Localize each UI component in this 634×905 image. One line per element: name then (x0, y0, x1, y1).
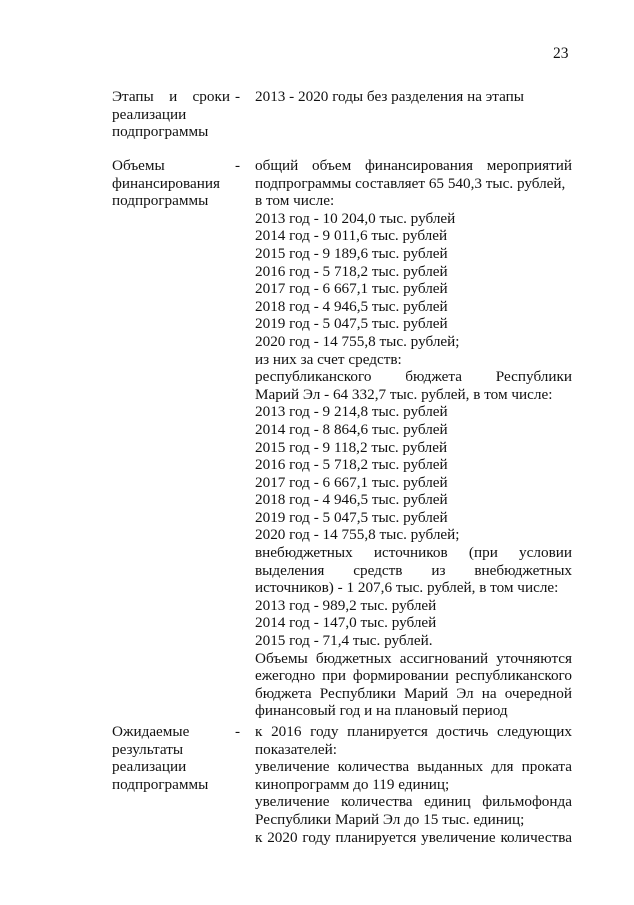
value-line: к 2020 году планируется увеличение количества (255, 828, 572, 846)
value-line: бюджета Республики Марий Эл на очередной (255, 684, 572, 702)
value-line: 2015 год - 9 118,2 тыс. рублей (255, 438, 448, 456)
label-line: подпрограммы (112, 192, 209, 210)
value-line: ежегодно при формировании республиканского (255, 667, 572, 685)
label-line: финансирования (112, 174, 220, 192)
label-line: подпрограммы (112, 775, 209, 793)
label-line: подпрограммы (112, 123, 209, 141)
value-line: 2014 год - 8 864,6 тыс. рублей (255, 420, 448, 438)
value-line: 2019 год - 5 047,5 тыс. рублей (255, 315, 448, 333)
section-dash: - (235, 88, 241, 105)
value-line: Марий Эл - 64 332,7 тыс. рублей, в том числе: (255, 385, 553, 403)
value-line: 2020 год - 14 755,8 тыс. рублей; (255, 332, 460, 350)
value-line: 2016 год - 5 718,2 тыс. рублей (255, 456, 448, 474)
section-dash: - (235, 723, 241, 740)
value-line: 2015 год - 9 189,6 тыс. рублей (255, 244, 448, 262)
value-line: источников) - 1 207,6 тыс. рублей, в том числе: (255, 579, 559, 597)
value-line: увеличение количества выданных для проката (255, 758, 572, 776)
value-line: 2019 год - 5 047,5 тыс. рублей (255, 508, 448, 526)
value-line: республиканского бюджета Республики (255, 368, 572, 386)
value-line: к 2016 году планируется достичь следующих (255, 723, 572, 740)
value-line: 2015 год - 71,4 тыс. рублей. (255, 632, 433, 650)
value-line: подпрограммы составляет 65 540,3 тыс. рублей, (255, 174, 566, 192)
section-value (255, 88, 572, 106)
page-number: 23 (553, 45, 569, 62)
label-line: реализации (112, 758, 187, 776)
section-dash: - (235, 157, 241, 174)
value-line: выделения средств из внебюджетных (255, 561, 572, 579)
value-line: из них за счет средств: (255, 350, 402, 368)
value-line: показателей: (255, 740, 338, 758)
value-line: 2014 год - 9 011,6 тыс. рублей (255, 227, 448, 245)
value-line: 2016 год - 5 718,2 тыс. рублей (255, 262, 448, 280)
value-line: 2020 год - 14 755,8 тыс. рублей; (255, 526, 460, 544)
value-line: 2017 год - 6 667,1 тыс. рублей (255, 280, 448, 298)
value-line: кинопрограмм до 119 единиц; (255, 775, 450, 793)
value-line: внебюджетных источников (при условии (255, 544, 572, 562)
value-line: 2018 год - 4 946,5 тыс. рублей (255, 297, 448, 315)
value-line: увеличение количества единиц фильмофонда (255, 793, 572, 811)
value-line: 2014 год - 147,0 тыс. рублей (255, 614, 437, 632)
section-label (112, 157, 230, 210)
value-line: 2017 год - 6 667,1 тыс. рублей (255, 473, 448, 491)
section-value (255, 157, 572, 720)
value-line: 2013 год - 10 204,0 тыс. рублей (255, 209, 456, 227)
value-line: общий объем финансирования мероприятий (255, 157, 572, 174)
label-line: Ожидаемые (112, 723, 190, 740)
value-line: 2013 - 2020 годы без разделения на этапы (255, 88, 524, 105)
value-line: Республики Марий Эл до 15 тыс. единиц; (255, 810, 525, 828)
section-value (255, 723, 572, 846)
value-line: 2018 год - 4 946,5 тыс. рублей (255, 491, 448, 509)
section-label (112, 88, 230, 141)
label-line: реализации (112, 105, 187, 123)
label-line: Объемы (112, 157, 165, 174)
value-line: в том числе: (255, 192, 335, 210)
label-line: Этапы и сроки (112, 88, 230, 105)
label-line: результаты (112, 740, 184, 758)
value-line: 2013 год - 989,2 тыс. рублей (255, 596, 437, 614)
value-line: Объемы бюджетных ассигнований уточняются (255, 649, 572, 667)
section-label (112, 723, 230, 793)
value-line: 2013 год - 9 214,8 тыс. рублей (255, 403, 448, 421)
value-line: финансовый год и на плановый период (255, 702, 508, 720)
